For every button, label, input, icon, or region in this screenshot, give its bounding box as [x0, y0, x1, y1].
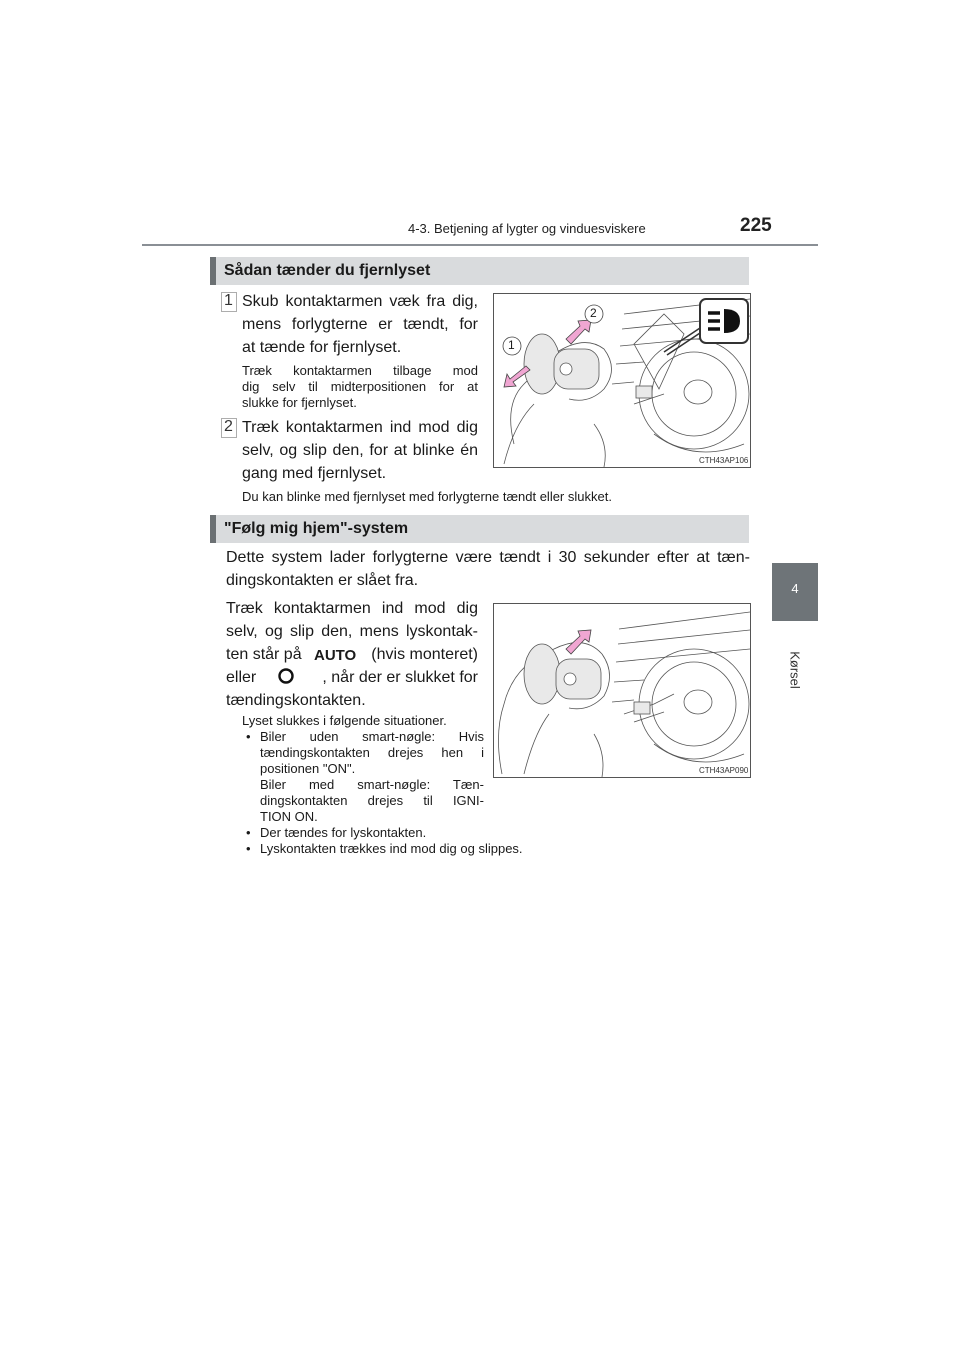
step1-note	[242, 363, 478, 411]
chapter-tab: 4	[772, 563, 818, 621]
steering-column-illustration	[494, 294, 750, 467]
bullet-line: tændingskontakten drejes hen i	[260, 745, 484, 760]
para-line	[226, 666, 478, 689]
running-header: 4-3. Betjening af lygter og vinduesviskere	[408, 221, 646, 236]
intro-line: dingskontakten er slået fra.	[226, 572, 419, 589]
figure-high-beam	[493, 293, 751, 468]
step1-text	[242, 290, 478, 359]
header-rule	[142, 244, 818, 246]
bullet-line: positionen "ON".	[260, 761, 356, 776]
figure-label-1: 1	[508, 338, 515, 352]
bullet-dot: •	[246, 729, 251, 744]
section2-note	[242, 713, 482, 729]
para-segment: (hvis monteret)	[371, 646, 478, 663]
step-number-text: 2	[224, 418, 233, 435]
para-segment: , når der er slukket for	[322, 669, 478, 686]
push-arrow-icon	[566, 320, 591, 344]
step-number-1	[221, 292, 237, 310]
step2-line: selv, og slip den, for at blinke én	[242, 442, 478, 459]
step2-line: gang med fjernlyset.	[242, 465, 387, 482]
bullet-line: Biler uden smart-nøgle: Hvis	[260, 729, 484, 744]
step1-line: mens forlygterne er tændt, for	[242, 316, 478, 333]
bullet-item	[244, 841, 760, 857]
step-number-text: 1	[224, 292, 233, 309]
section-title: Sådan tænder du fjernlyset	[224, 262, 431, 279]
bullet-dot: •	[246, 825, 251, 840]
step-number-2	[221, 418, 237, 436]
step2-note: Du kan blinke med fjernlyset med forlygterne tændt eller slukket.	[242, 489, 612, 504]
steering-column-illustration	[494, 604, 750, 777]
note-line: dig selv til midterpositionen for at	[242, 379, 478, 394]
figure-label-2: 2	[590, 306, 597, 320]
chapter-label	[770, 640, 820, 700]
figure-code: CTH43AP090	[699, 766, 749, 775]
para-segment: ten står på	[226, 646, 302, 663]
bullet-item	[244, 825, 760, 841]
headlight-on-icon	[276, 666, 296, 686]
note-line: slukke for fjernlyset.	[242, 395, 357, 410]
para-line: selv, og slip den, mens lyskontak-	[226, 623, 478, 640]
figure-follow-me-home	[493, 603, 751, 778]
section-header-follow-me-home	[210, 515, 749, 543]
intro-line: Dette system lader forlygterne være tændt i 30 sekunder efter at tæn-	[226, 549, 750, 566]
bullet-list	[244, 729, 523, 857]
chapter-label-text: Kørsel	[787, 651, 803, 689]
step1-line: at tænde for fjernlyset.	[242, 339, 402, 356]
bullet-item	[244, 729, 484, 825]
para-line: tændingskontakten.	[226, 692, 366, 709]
section-title: "Følg mig hjem"-system	[224, 520, 409, 537]
section-header-high-beam	[210, 257, 749, 285]
step2-line: Træk kontaktarmen ind mod dig	[242, 419, 478, 436]
step2-text	[242, 416, 478, 485]
para-segment: eller	[226, 669, 257, 686]
bullet-line: Der tændes for lyskontakten.	[260, 825, 427, 840]
section-stripe	[210, 515, 216, 543]
bullet-line: Biler med smart-nøgle: Tæn-	[260, 777, 484, 792]
step1-line: Skub kontaktarmen væk fra dig,	[242, 293, 478, 310]
section2-intro	[226, 546, 750, 592]
bullet-line: dingskontakten drejes til IGNI-	[260, 793, 484, 808]
note-intro: Lyset slukkes i følgende situationer.	[242, 713, 447, 728]
section-stripe	[210, 257, 216, 285]
pull-arrow-icon	[566, 630, 591, 654]
note-line: Træk kontaktarmen tilbage mod	[242, 363, 478, 378]
bullet-line: TION ON.	[260, 809, 318, 824]
auto-headlight-icon: AUTO	[314, 647, 357, 664]
figure-code: CTH43AP106	[699, 456, 749, 465]
bullet-line: Lyskontakten trækkes ind mod dig og slippes.	[260, 841, 523, 856]
bullet-dot: •	[246, 841, 251, 856]
page-number: 225	[740, 215, 772, 236]
para-line: Træk kontaktarmen ind mod dig	[226, 600, 478, 617]
